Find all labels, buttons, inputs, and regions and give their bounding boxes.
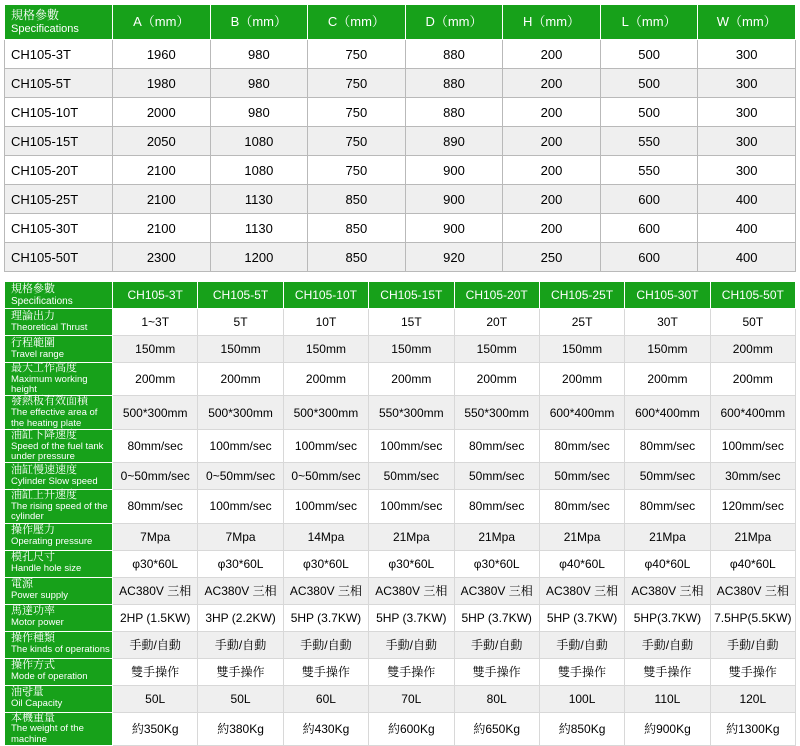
- spec-cell: 50L: [198, 685, 283, 712]
- spec-row-label-en: Oil Capacity: [11, 698, 63, 710]
- spec-row-label-en: The effective area of the heating plate: [11, 407, 98, 429]
- table-row: [5, 429, 796, 462]
- dimension-cell: 750: [308, 127, 406, 156]
- spec-row-label-cn: 模孔尺寸: [11, 551, 55, 564]
- dimension-cell: 300: [698, 98, 796, 127]
- spec-cell: 550*300mm: [369, 396, 454, 429]
- spec-row-label-en: Cylinder Slow speed: [11, 475, 98, 487]
- spec-row-label: [5, 429, 113, 462]
- dimension-cell: 750: [308, 98, 406, 127]
- spec-row-label: [5, 336, 113, 363]
- dimension-cell: 200: [503, 185, 601, 214]
- dimension-cell: 1130: [210, 185, 308, 214]
- dimension-cell: 600: [600, 214, 698, 243]
- spec-cell: 80mm/sec: [625, 429, 710, 462]
- spec-cell: 0~50mm/sec: [113, 463, 198, 490]
- spec-cell: 50mm/sec: [369, 463, 454, 490]
- spec-row-label-en: Maximum working height: [11, 373, 88, 396]
- spec-cell: 110L: [625, 685, 710, 712]
- dimension-cell: 980: [210, 40, 308, 69]
- dimension-cell: 300: [698, 69, 796, 98]
- spec-cell: 雙手操作: [283, 658, 368, 685]
- spec-header-model-3t: CH105-3T: [113, 282, 198, 309]
- spec-cell: AC380V 三相: [283, 577, 368, 604]
- table-row: [5, 336, 796, 363]
- dimension-cell: 500: [600, 40, 698, 69]
- table-row: [5, 463, 796, 490]
- spec-cell: 5HP (3.7KW): [283, 604, 368, 631]
- table-row: [5, 69, 796, 98]
- spec-row-label-en: Operating pressure: [11, 536, 93, 548]
- dimension-cell: 2000: [113, 98, 211, 127]
- dimension-header-a: A（mm）: [113, 5, 211, 40]
- dimension-cell: 200: [503, 127, 601, 156]
- dimension-row-model: CH105-25T: [5, 185, 113, 214]
- spec-header-model-15t: CH105-15T: [369, 282, 454, 309]
- spec-cell: 80mm/sec: [113, 490, 198, 523]
- spec-row-label: [5, 463, 113, 490]
- spec-cell: 200mm: [113, 363, 198, 396]
- spec-cell: 100mm/sec: [283, 429, 368, 462]
- dimension-cell: 300: [698, 40, 796, 69]
- spec-cell: 0~50mm/sec: [283, 463, 368, 490]
- dimension-cell: 500: [600, 98, 698, 127]
- spec-cell: 200mm: [369, 363, 454, 396]
- spec-row-label-cn: 電源: [11, 578, 33, 591]
- spec-row-label-en: Travel range: [11, 348, 64, 360]
- spec-cell: 雙手操作: [710, 658, 795, 685]
- spec-cell: 150mm: [283, 336, 368, 363]
- dimension-header-c: C（mm）: [308, 5, 406, 40]
- dimension-cell: 750: [308, 156, 406, 185]
- spec-row-label-cn: 本機重量: [11, 711, 55, 724]
- spec-cell: 30mm/sec: [710, 463, 795, 490]
- dimension-cell: 550: [600, 156, 698, 185]
- spec-cell: 80L: [454, 685, 539, 712]
- spec-row-label-en: Power supply: [11, 590, 69, 602]
- spec-header-specifications-en: Specifications: [11, 295, 73, 307]
- spec-cell: 50mm/sec: [539, 463, 624, 490]
- spec-cell: 80mm/sec: [113, 429, 198, 462]
- spec-cell: 200mm: [710, 363, 795, 396]
- spec-cell: 14Mpa: [283, 523, 368, 550]
- specification-table-header-row: [5, 282, 796, 309]
- spec-header-model-5t: CH105-5T: [198, 282, 283, 309]
- spec-cell: 100mm/sec: [369, 429, 454, 462]
- dimension-cell: 2100: [113, 156, 211, 185]
- spec-cell: 約430Kg: [283, 712, 368, 745]
- spec-cell: 7Mpa: [198, 523, 283, 550]
- dimension-header-d: D（mm）: [405, 5, 503, 40]
- dimension-table-header-row: [5, 5, 796, 40]
- dimension-row-model: CH105-20T: [5, 156, 113, 185]
- dimension-header-h: H（mm）: [503, 5, 601, 40]
- spec-cell: 手動/自動: [454, 631, 539, 658]
- spec-header-model-50t: CH105-50T: [710, 282, 795, 309]
- spec-cell: 21Mpa: [539, 523, 624, 550]
- table-row: [5, 631, 796, 658]
- spec-row-label: [5, 604, 113, 631]
- spec-cell: AC380V 三相: [113, 577, 198, 604]
- spec-cell: 100mm/sec: [710, 429, 795, 462]
- spec-cell: 150mm: [625, 336, 710, 363]
- spec-cell: 120L: [710, 685, 795, 712]
- spec-cell: 80mm/sec: [625, 490, 710, 523]
- spec-cell: 25T: [539, 309, 624, 336]
- spec-cell: 100mm/sec: [198, 490, 283, 523]
- spec-row-label-en: Speed of the fuel tank under pressure: [11, 440, 104, 462]
- dimension-cell: 200: [503, 98, 601, 127]
- spec-cell: 雙手操作: [113, 658, 198, 685]
- table-row: [5, 185, 796, 214]
- spec-cell: 200mm: [198, 363, 283, 396]
- spec-cell: 60L: [283, 685, 368, 712]
- dimension-header-specifications-en: Specifications: [11, 22, 79, 35]
- dimension-cell: 1080: [210, 156, 308, 185]
- spec-cell: 5HP(3.7KW): [625, 604, 710, 631]
- spec-cell: 50T: [710, 309, 795, 336]
- spec-cell: 10T: [283, 309, 368, 336]
- spec-header-model-30t: CH105-30T: [625, 282, 710, 309]
- spec-cell: 0~50mm/sec: [198, 463, 283, 490]
- spec-cell: 50mm/sec: [625, 463, 710, 490]
- spec-cell: AC380V 三相: [454, 577, 539, 604]
- dimension-row-model: CH105-15T: [5, 127, 113, 156]
- dimension-cell: 400: [698, 214, 796, 243]
- spec-cell: 550*300mm: [454, 396, 539, 429]
- spec-row-label-cn: 油缸上升速度: [11, 489, 77, 502]
- spec-row-label-cn: 行程範圍: [11, 336, 55, 349]
- spec-row-label-en: The weight of the machine: [11, 723, 84, 745]
- dimension-cell: 900: [405, 214, 503, 243]
- table-row: [5, 712, 796, 745]
- spec-cell: 200mm: [283, 363, 368, 396]
- table-row: [5, 685, 796, 712]
- spec-cell: 1~3T: [113, 309, 198, 336]
- spec-cell: φ40*60L: [710, 550, 795, 577]
- spec-cell: 7Mpa: [113, 523, 198, 550]
- spec-cell: 手動/自動: [710, 631, 795, 658]
- spec-cell: AC380V 三相: [369, 577, 454, 604]
- dimension-cell: 600: [600, 243, 698, 272]
- table-row: [5, 243, 796, 272]
- spec-cell: 手動/自動: [539, 631, 624, 658]
- table-row: [5, 309, 796, 336]
- spec-cell: 15T: [369, 309, 454, 336]
- spec-row-label: [5, 577, 113, 604]
- spec-cell: 手動/自動: [283, 631, 368, 658]
- spec-cell: 手動/自動: [113, 631, 198, 658]
- table-row: [5, 98, 796, 127]
- spec-cell: 80mm/sec: [539, 429, 624, 462]
- dimension-cell: 200: [503, 69, 601, 98]
- dimension-cell: 2050: [113, 127, 211, 156]
- dimension-cell: 300: [698, 127, 796, 156]
- spec-cell: 30T: [625, 309, 710, 336]
- specification-table: [4, 281, 796, 746]
- spec-row-label-en: The rising speed of the cylinder: [11, 501, 108, 523]
- spec-cell: φ30*60L: [454, 550, 539, 577]
- spec-cell: 70L: [369, 685, 454, 712]
- dimension-header-specifications: [5, 5, 113, 40]
- table-row: [5, 156, 796, 185]
- spec-header-model-10t: CH105-10T: [283, 282, 368, 309]
- dimension-cell: 1980: [113, 69, 211, 98]
- dimension-cell: 2100: [113, 214, 211, 243]
- spec-cell: 200mm: [539, 363, 624, 396]
- spec-cell: 200mm: [625, 363, 710, 396]
- spec-row-label-cn: 操作種類: [11, 632, 55, 645]
- spec-cell: 手動/自動: [198, 631, 283, 658]
- spec-row-label-en: Theoretical Thrust: [11, 321, 88, 333]
- dimension-cell: 2100: [113, 185, 211, 214]
- spec-row-label: [5, 658, 113, 685]
- dimension-header-b: B（mm）: [210, 5, 308, 40]
- spec-cell: 50mm/sec: [454, 463, 539, 490]
- table-row: [5, 490, 796, 523]
- spec-header-model-20t: CH105-20T: [454, 282, 539, 309]
- dimension-cell: 1080: [210, 127, 308, 156]
- dimension-cell: 600: [600, 185, 698, 214]
- table-row: [5, 127, 796, 156]
- dimension-cell: 890: [405, 127, 503, 156]
- spec-cell: φ30*60L: [198, 550, 283, 577]
- dimension-cell: 880: [405, 98, 503, 127]
- table-row: [5, 363, 796, 396]
- spec-cell: 600*400mm: [625, 396, 710, 429]
- spec-row-label: [5, 363, 113, 396]
- spec-cell: 手動/自動: [625, 631, 710, 658]
- dimension-cell: 750: [308, 69, 406, 98]
- spec-row-label-cn: 操作壓力: [11, 524, 55, 537]
- dimension-cell: 400: [698, 185, 796, 214]
- dimension-cell: 980: [210, 98, 308, 127]
- dimension-cell: 300: [698, 156, 796, 185]
- table-row: [5, 577, 796, 604]
- dimension-row-model: CH105-30T: [5, 214, 113, 243]
- spec-cell: 200mm: [710, 336, 795, 363]
- spec-cell: 約900Kg: [625, 712, 710, 745]
- spec-cell: 150mm: [454, 336, 539, 363]
- spec-cell: 21Mpa: [625, 523, 710, 550]
- spec-row-label: [5, 685, 113, 712]
- dimension-cell: 850: [308, 214, 406, 243]
- spec-row-label: [5, 523, 113, 550]
- spec-header-specifications: [5, 282, 113, 309]
- spec-cell: 80mm/sec: [539, 490, 624, 523]
- spec-header-model-25t: CH105-25T: [539, 282, 624, 309]
- dimension-row-model: CH105-3T: [5, 40, 113, 69]
- spec-row-label-cn: 理論出力: [11, 309, 55, 322]
- spec-row-label-cn: 油缸下降速度: [11, 428, 77, 441]
- table-row: [5, 40, 796, 69]
- spec-cell: 80mm/sec: [454, 429, 539, 462]
- spec-row-label: [5, 631, 113, 658]
- spec-cell: 150mm: [369, 336, 454, 363]
- spec-cell: 150mm: [198, 336, 283, 363]
- table-row: [5, 214, 796, 243]
- spec-cell: AC380V 三相: [710, 577, 795, 604]
- spec-cell: 雙手操作: [369, 658, 454, 685]
- dimension-cell: 2300: [113, 243, 211, 272]
- dimension-header-l: L（mm）: [600, 5, 698, 40]
- spec-cell: 100mm/sec: [198, 429, 283, 462]
- spec-cell: 120mm/sec: [710, 490, 795, 523]
- dimension-row-model: CH105-10T: [5, 98, 113, 127]
- dimension-cell: 850: [308, 185, 406, 214]
- spec-cell: 500*300mm: [113, 396, 198, 429]
- spec-row-label-en: Motor power: [11, 617, 64, 629]
- dimension-cell: 880: [405, 69, 503, 98]
- spec-cell: φ30*60L: [113, 550, 198, 577]
- spec-cell: 2HP (1.5KW): [113, 604, 198, 631]
- spec-row-label-cn: 操作方式: [11, 659, 55, 672]
- spec-cell: 21Mpa: [369, 523, 454, 550]
- spec-row-label-cn: 油량量: [11, 686, 44, 699]
- spec-cell: 約850Kg: [539, 712, 624, 745]
- dimension-cell: 1200: [210, 243, 308, 272]
- dimension-cell: 200: [503, 40, 601, 69]
- dimension-cell: 980: [210, 69, 308, 98]
- spec-row-label: [5, 712, 113, 745]
- spec-row-label: [5, 309, 113, 336]
- spec-cell: AC380V 三相: [539, 577, 624, 604]
- table-row: [5, 604, 796, 631]
- spec-cell: 100L: [539, 685, 624, 712]
- spec-row-label-en: The kinds of operations: [11, 644, 110, 656]
- spec-header-specifications-cn: 規格參數: [11, 283, 55, 296]
- spec-cell: φ40*60L: [625, 550, 710, 577]
- spec-row-label-cn: 最大工作高度: [11, 362, 77, 374]
- spec-cell: 雙手操作: [454, 658, 539, 685]
- spec-cell: 21Mpa: [454, 523, 539, 550]
- spec-cell: 21Mpa: [710, 523, 795, 550]
- spec-cell: 500*300mm: [283, 396, 368, 429]
- spec-cell: 500*300mm: [198, 396, 283, 429]
- spec-cell: 3HP (2.2KW): [198, 604, 283, 631]
- spec-cell: 150mm: [539, 336, 624, 363]
- spec-cell: φ30*60L: [369, 550, 454, 577]
- spec-cell: 80mm/sec: [454, 490, 539, 523]
- spec-cell: 5HP (3.7KW): [539, 604, 624, 631]
- spec-cell: φ40*60L: [539, 550, 624, 577]
- spec-cell: 7.5HP(5.5KW): [710, 604, 795, 631]
- dimension-cell: 900: [405, 185, 503, 214]
- dimension-cell: 880: [405, 40, 503, 69]
- dimension-cell: 400: [698, 243, 796, 272]
- spec-row-label-cn: 發熱板有效面積: [11, 395, 88, 408]
- spec-cell: 約600Kg: [369, 712, 454, 745]
- table-row: [5, 550, 796, 577]
- dimension-cell: 750: [308, 40, 406, 69]
- spec-cell: 20T: [454, 309, 539, 336]
- spec-row-label-en: Handle hole size: [11, 563, 82, 575]
- dimension-cell: 250: [503, 243, 601, 272]
- spec-cell: 5T: [198, 309, 283, 336]
- spec-cell: 50L: [113, 685, 198, 712]
- spec-cell: 5HP (3.7KW): [454, 604, 539, 631]
- spec-row-label: [5, 396, 113, 429]
- spec-cell: 約350Kg: [113, 712, 198, 745]
- dimension-cell: 550: [600, 127, 698, 156]
- spec-row-label-cn: 馬達功率: [11, 605, 55, 618]
- spec-cell: 150mm: [113, 336, 198, 363]
- spec-cell: 100mm/sec: [369, 490, 454, 523]
- spec-cell: φ30*60L: [283, 550, 368, 577]
- spec-cell: 手動/自動: [369, 631, 454, 658]
- dimension-cell: 900: [405, 156, 503, 185]
- spec-cell: 600*400mm: [539, 396, 624, 429]
- spec-cell: 約380Kg: [198, 712, 283, 745]
- spec-cell: 100mm/sec: [283, 490, 368, 523]
- dimension-cell: 850: [308, 243, 406, 272]
- spec-row-label-en: Mode of operation: [11, 671, 88, 683]
- spec-cell: 5HP (3.7KW): [369, 604, 454, 631]
- spec-cell: 200mm: [454, 363, 539, 396]
- spec-cell: AC380V 三相: [198, 577, 283, 604]
- dimension-cell: 500: [600, 69, 698, 98]
- table-row: [5, 523, 796, 550]
- dimension-table: [4, 4, 796, 272]
- dimension-row-model: CH105-50T: [5, 243, 113, 272]
- spec-cell: AC380V 三相: [625, 577, 710, 604]
- dimension-cell: 920: [405, 243, 503, 272]
- spec-cell: 雙手操作: [539, 658, 624, 685]
- dimension-cell: 200: [503, 156, 601, 185]
- spec-cell: 600*400mm: [710, 396, 795, 429]
- table-row: [5, 396, 796, 429]
- spec-cell: 約650Kg: [454, 712, 539, 745]
- spec-row-label-cn: 油缸慢速速度: [11, 464, 77, 477]
- spec-row-label: [5, 550, 113, 577]
- dimension-cell: 1130: [210, 214, 308, 243]
- table-row: [5, 658, 796, 685]
- spec-cell: 雙手操作: [198, 658, 283, 685]
- dimension-cell: 1960: [113, 40, 211, 69]
- spec-cell: 雙手操作: [625, 658, 710, 685]
- dimension-row-model: CH105-5T: [5, 69, 113, 98]
- spec-cell: 約1300Kg: [710, 712, 795, 745]
- spec-row-label: [5, 490, 113, 523]
- dimension-header-w: W（mm）: [698, 5, 796, 40]
- dimension-header-specifications-cn: 規格參數: [11, 7, 60, 22]
- dimension-cell: 200: [503, 214, 601, 243]
